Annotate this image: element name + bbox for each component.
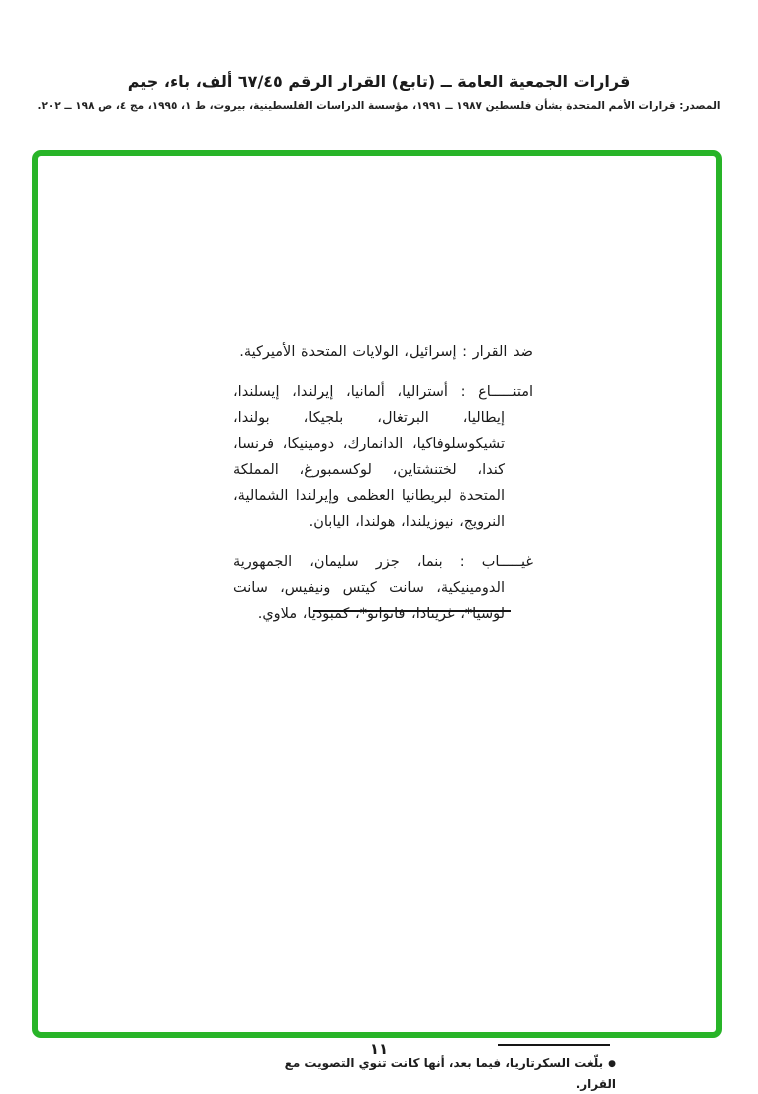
vote-entry-countries: إسرائيل، الولايات المتحدة الأميركية. (239, 344, 457, 360)
vote-entry-countries: بنما، جزر سليمان، الجمهورية الدومينيكية، سانت كيتس ونيفيس، سانت لوسيا*، غرينادا، فانواتو*، كمبوديا، ملاوي. (233, 554, 505, 622)
vote-record-block (233, 339, 533, 641)
footnote-bullet-icon: ● (608, 1059, 616, 1069)
vote-entry-absent (233, 549, 533, 627)
page-title: قرارات الجمعية العامة ــ (تابع) القرار الرقم ٦٧/٤٥ ألف، باء، جيم (127, 72, 631, 91)
section-divider-rule (313, 610, 511, 612)
page-number: ١١ (369, 1040, 389, 1058)
vote-entry-label: ضد القرار : (462, 344, 533, 360)
source-citation: المصدر: قرارات الأمم المتحدة بشأن فلسطين ١٩٨٧ ــ ١٩٩١، مؤسسة الدراسات الفلسطينية، بيروت، ط ١، ١٩٩٥، مج ٤، ص ١٩٨ ــ ٢٠٢. (37, 100, 721, 112)
footnote (276, 1053, 616, 1094)
vote-entry-abstain (233, 379, 533, 535)
vote-entry-label: غيـــــاب : (459, 554, 534, 570)
footnote-text: بلّغت السكرتاريا، فيما بعد، أنها كانت تنوي التصويت مع القرار. (284, 1056, 616, 1091)
vote-entry-label: امتنـــــاع : (460, 384, 534, 400)
vote-entry-countries: أستراليا، ألمانيا، إيرلندا، إيسلندا، إيطاليا، البرتغال، بلجيكا، بولندا، تشيكوسلوفاكيا، الدانمارك، دومينيكا، فرنسا، كندا، لختنشتاين، لوكسمبورغ، المملكة المتحدة لبريطانيا العظمى وإيرلندا الشمالية، النرويج، نيوزيلندا، هولندا، اليابان. (233, 384, 505, 530)
vote-entry-against (233, 339, 533, 365)
